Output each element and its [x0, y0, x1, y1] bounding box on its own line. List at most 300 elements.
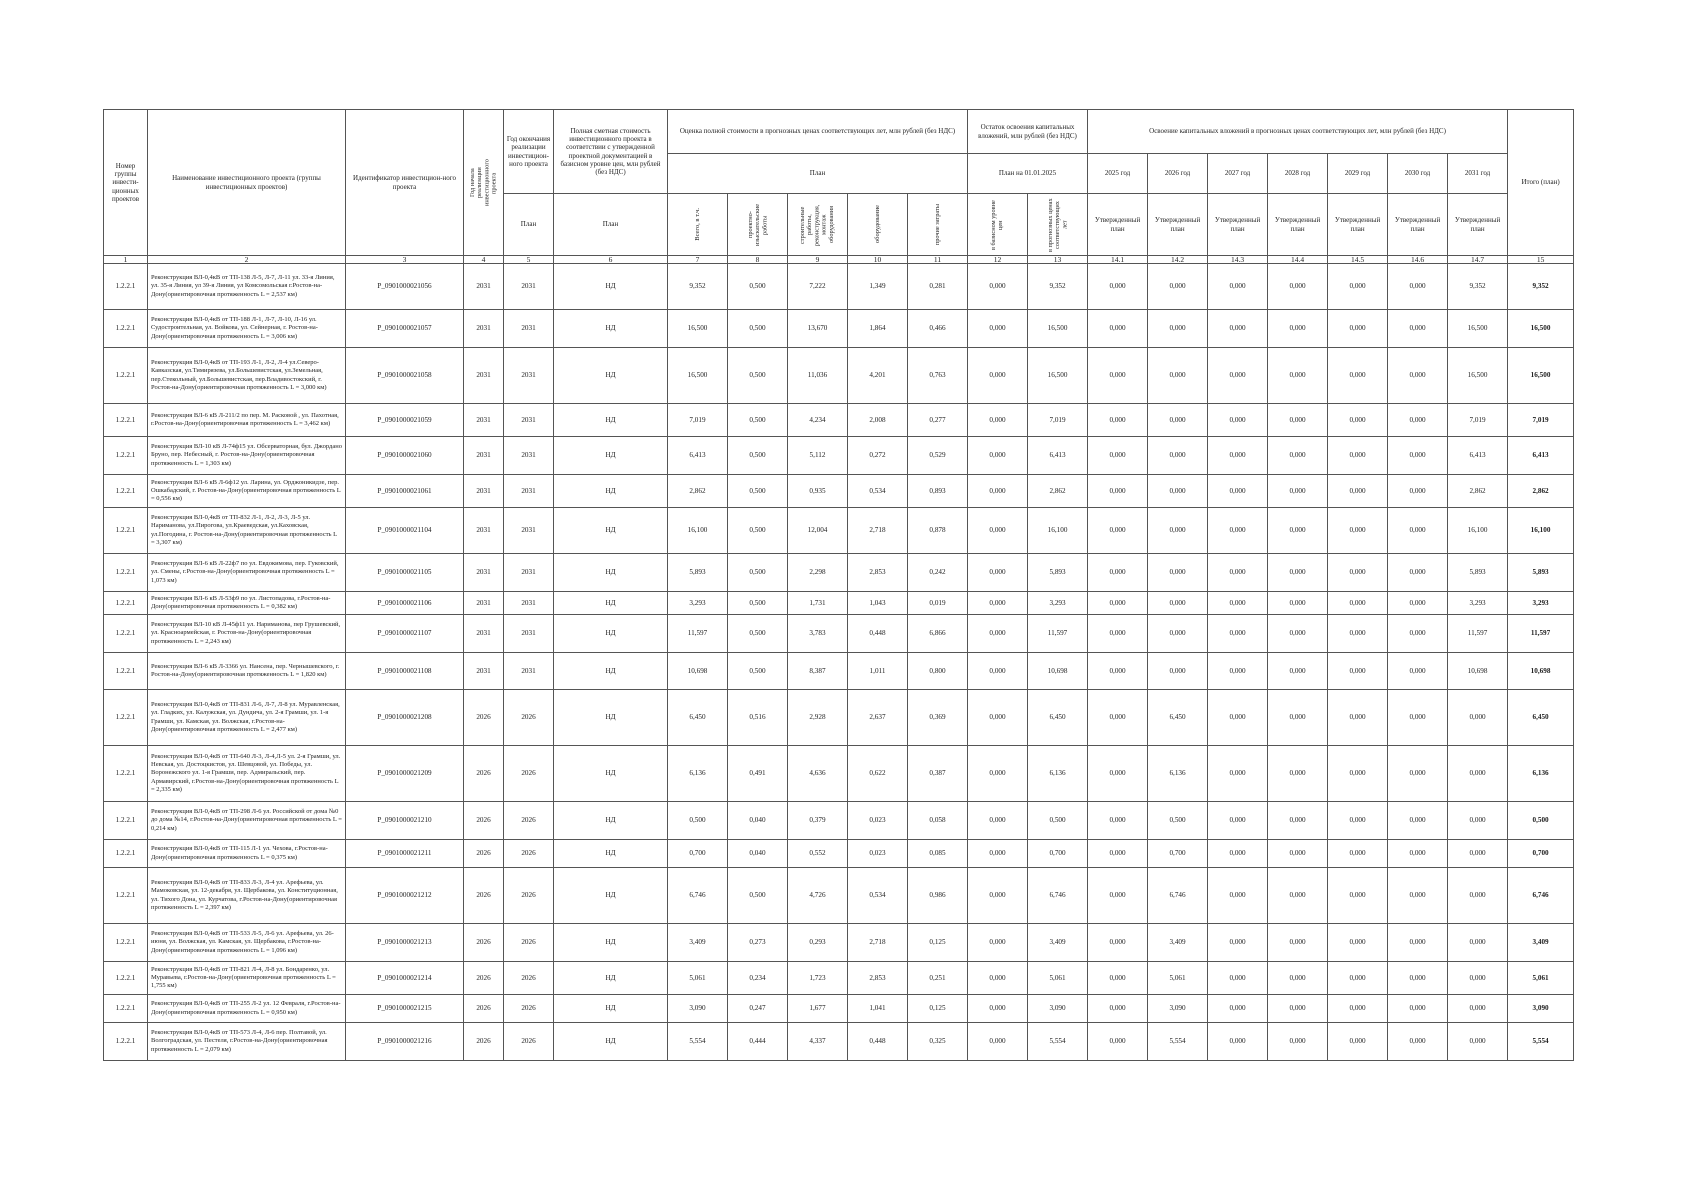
smr-cell: 2,928: [788, 690, 848, 746]
project-id-cell: P_0901000021212: [346, 868, 464, 924]
group-no-cell: 1.2.2.1: [104, 924, 148, 962]
full-cost-cell: НД: [554, 924, 668, 962]
column-number: 14.1: [1088, 256, 1148, 264]
smr-cell: 11,036: [788, 348, 848, 404]
pir-cell: 0,500: [728, 508, 788, 554]
equipment-cell: 1,864: [848, 310, 908, 348]
smr-cell: 0,293: [788, 924, 848, 962]
forecast-total-cell: 10,698: [668, 653, 728, 690]
pir-cell: 0,500: [728, 264, 788, 310]
header-sub-equipment: [848, 194, 908, 256]
forecast-total-cell: 6,746: [668, 868, 728, 924]
group-no-cell: 1.2.2.1: [104, 310, 148, 348]
equipment-cell: 1,349: [848, 264, 908, 310]
dev-2028-cell: 0,000: [1268, 475, 1328, 508]
table-row: [104, 962, 1574, 995]
remaining-base-cell: 0,000: [968, 995, 1028, 1023]
dev-2030-cell: 0,000: [1388, 962, 1448, 995]
other-cell: 0,085: [908, 840, 968, 868]
dev-2026-cell: 0,000: [1148, 615, 1208, 653]
dev-2027-cell: 0,000: [1208, 508, 1268, 554]
equipment-cell: 4,201: [848, 348, 908, 404]
forecast-total-cell: 16,100: [668, 508, 728, 554]
full-cost-cell: НД: [554, 404, 668, 437]
dev-2031-cell: 0,000: [1448, 924, 1508, 962]
dev-2028-cell: 0,000: [1268, 592, 1328, 615]
total-plan-cell: 5,554: [1508, 1023, 1574, 1061]
smr-cell: 0,379: [788, 802, 848, 840]
dev-2027-cell: 0,000: [1208, 592, 1268, 615]
table-row: [104, 404, 1574, 437]
dev-2025-cell: 0,000: [1088, 554, 1148, 592]
smr-cell: 4,636: [788, 746, 848, 802]
dev-2031-cell: 3,293: [1448, 592, 1508, 615]
group-no-cell: 1.2.2.1: [104, 802, 148, 840]
dev-2025-cell: 0,000: [1088, 475, 1148, 508]
forecast-total-cell: 2,862: [668, 475, 728, 508]
smr-cell: 2,298: [788, 554, 848, 592]
start-year-cell: 2031: [464, 653, 504, 690]
dev-2029-cell: 0,000: [1328, 475, 1388, 508]
project-name-cell: Реконструкция ВЛ-0,4кВ от ТП-255 Л-2 ул. 12 Февраля, г.Ростов-на-Дону(ориентировочная протяженность L = 0,950 км): [148, 995, 346, 1023]
full-cost-cell: НД: [554, 615, 668, 653]
remaining-base-cell: 0,000: [968, 653, 1028, 690]
pir-cell: 0,516: [728, 690, 788, 746]
header-sub-pir: [728, 194, 788, 256]
dev-2030-cell: 0,000: [1388, 475, 1448, 508]
header-year-2030: 2030 год: [1388, 154, 1448, 194]
header-sub-other: [908, 194, 968, 256]
project-id-cell: P_0901000021057: [346, 310, 464, 348]
total-plan-cell: 3,409: [1508, 924, 1574, 962]
end-year-cell: 2031: [504, 264, 554, 310]
other-cell: 0,986: [908, 868, 968, 924]
pir-cell: 0,500: [728, 868, 788, 924]
header-end-year: Год окончания реализации инвестицион-ного проекта: [504, 110, 554, 194]
column-number: 14.3: [1208, 256, 1268, 264]
full-cost-cell: НД: [554, 475, 668, 508]
end-year-cell: 2031: [504, 615, 554, 653]
remaining-base-cell: 0,000: [968, 615, 1028, 653]
other-cell: 0,125: [908, 924, 968, 962]
remaining-forecast-cell: 16,500: [1028, 310, 1088, 348]
dev-2028-cell: 0,000: [1268, 924, 1328, 962]
dev-2028-cell: 0,000: [1268, 404, 1328, 437]
forecast-total-cell: 0,500: [668, 802, 728, 840]
project-name-cell: Реконструкция ВЛ-0,4кВ от ТП-193 Л-1, Л-2, Л-4 ул.Северо-Кавказская, ул.Тимирязева, ул.Большевистская, ул.Земельная, пер.Стекольный, ул.Большевистская, пер.Владивостокский, г. Ростов-на-Дону(ориентировочная протяженность L = 3,000 км): [148, 348, 346, 404]
forecast-total-cell: 3,409: [668, 924, 728, 962]
header-remaining: Остаток освоения капитальных вложений, млн рублей (без НДС): [968, 110, 1088, 154]
dev-2025-cell: 0,000: [1088, 264, 1148, 310]
other-cell: 0,800: [908, 653, 968, 690]
start-year-cell: 2031: [464, 475, 504, 508]
full-cost-cell: НД: [554, 746, 668, 802]
dev-2030-cell: 0,000: [1388, 508, 1448, 554]
pir-cell: 0,500: [728, 592, 788, 615]
project-name-cell: Реконструкция ВЛ-0,4кВ от ТП-298 Л-6 ул. Российской от дома №0 до дома №14, г.Ростов-на-Дону(ориентировочная протяженность L = 0,214 км): [148, 802, 346, 840]
end-year-cell: 2026: [504, 1023, 554, 1061]
header-approved-2025: Утвержденный план: [1088, 194, 1148, 256]
equipment-cell: 0,448: [848, 1023, 908, 1061]
pir-cell: 0,500: [728, 310, 788, 348]
dev-2026-cell: 0,700: [1148, 840, 1208, 868]
pir-cell: 0,500: [728, 653, 788, 690]
other-cell: 0,369: [908, 690, 968, 746]
other-cell: 0,529: [908, 437, 968, 475]
header-approved-2029: Утвержденный план: [1328, 194, 1388, 256]
remaining-base-cell: 0,000: [968, 404, 1028, 437]
smr-cell: 1,731: [788, 592, 848, 615]
dev-2028-cell: 0,000: [1268, 690, 1328, 746]
start-year-cell: 2031: [464, 348, 504, 404]
dev-2030-cell: 0,000: [1388, 868, 1448, 924]
total-plan-cell: 6,136: [1508, 746, 1574, 802]
dev-2025-cell: 0,000: [1088, 924, 1148, 962]
full-cost-cell: НД: [554, 592, 668, 615]
remaining-forecast-cell: 2,862: [1028, 475, 1088, 508]
dev-2027-cell: 0,000: [1208, 404, 1268, 437]
group-no-cell: 1.2.2.1: [104, 1023, 148, 1061]
column-number: 10: [848, 256, 908, 264]
total-plan-cell: 0,700: [1508, 840, 1574, 868]
dev-2031-cell: 0,000: [1448, 690, 1508, 746]
remaining-base-cell: 0,000: [968, 508, 1028, 554]
total-plan-cell: 5,061: [1508, 962, 1574, 995]
project-name-cell: Реконструкция ВЛ-6 кВ Л-22ф7 по ул. Евдокимова, пер. Гуковский, ул. Смены, г.Ростов-на-Дону(ориентировочная протяженность L = 1,073 км): [148, 554, 346, 592]
dev-2026-cell: 0,000: [1148, 264, 1208, 310]
header-sub-base-text: в базисном уровне цен: [990, 199, 1005, 250]
project-name-cell: Реконструкция ВЛ-6 кВ Л-6ф12 ул. Ларина, ул. Орджоникидзе, пер. Ошкабадский, г. Ростов-на-Дону(ориентировочная протяженность L = 0,556 км): [148, 475, 346, 508]
header-year-2026: 2026 год: [1148, 154, 1208, 194]
total-plan-cell: 6,413: [1508, 437, 1574, 475]
pir-cell: 0,500: [728, 475, 788, 508]
end-year-cell: 2031: [504, 475, 554, 508]
dev-2026-cell: 0,000: [1148, 437, 1208, 475]
project-name-cell: Реконструкция ВЛ-0,4кВ от ТП-188 Л-1, Л-7, Л-10, Л-16 ул. Судостроительная, ул. Войкова, ул. Сейнерная, г. Ростов-на-Дону(ориентировочная протяженность L = 3,006 км): [148, 310, 346, 348]
full-cost-cell: НД: [554, 962, 668, 995]
table-row: [104, 746, 1574, 802]
full-cost-cell: НД: [554, 310, 668, 348]
equipment-cell: 2,853: [848, 962, 908, 995]
table-row: [104, 437, 1574, 475]
end-year-cell: 2026: [504, 690, 554, 746]
dev-2025-cell: 0,000: [1088, 653, 1148, 690]
dev-2030-cell: 0,000: [1388, 554, 1448, 592]
project-id-cell: P_0901000021210: [346, 802, 464, 840]
dev-2028-cell: 0,000: [1268, 868, 1328, 924]
pir-cell: 0,273: [728, 924, 788, 962]
dev-2025-cell: 0,000: [1088, 995, 1148, 1023]
project-id-cell: P_0901000021216: [346, 1023, 464, 1061]
forecast-total-cell: 5,061: [668, 962, 728, 995]
header-approved-2031: Утвержденный план: [1448, 194, 1508, 256]
remaining-base-cell: 0,000: [968, 1023, 1028, 1061]
header-approved-2026: Утвержденный план: [1148, 194, 1208, 256]
full-cost-cell: НД: [554, 690, 668, 746]
smr-cell: 12,004: [788, 508, 848, 554]
other-cell: 0,387: [908, 746, 968, 802]
remaining-base-cell: 0,000: [968, 746, 1028, 802]
start-year-cell: 2026: [464, 802, 504, 840]
start-year-cell: 2026: [464, 1023, 504, 1061]
project-name-cell: Реконструкция ВЛ-0,4кВ от ТП-640 Л-3, Л-4,Л-5 ул. 2-я Грамши, ул. Невская, ул. Достоцкистов, ул. Шевцовой, ул. Победы, ул. Воронежского ул. 1-я Грамши, пер. Адмиральский, пер. Армавирский, г.Ростов-на-Дону(ориентировочная протяженность L = 2,335 км): [148, 746, 346, 802]
dev-2026-cell: 3,409: [1148, 924, 1208, 962]
project-name-cell: Реконструкция ВЛ-0,4кВ от ТП-831 Л-6, Л-7, Л-8 ул. Муравленская, ул. Гладких, ул. Калужская, ул. Дундича, ул. 2-я Грамши, ул. 1-я Грамши, ул. Камская, ул. Волжская, г.Ростов-на-Дону(ориентировочная протяженность L = 2,477 км): [148, 690, 346, 746]
start-year-cell: 2026: [464, 924, 504, 962]
group-no-cell: 1.2.2.1: [104, 475, 148, 508]
total-plan-cell: 2,862: [1508, 475, 1574, 508]
remaining-base-cell: 0,000: [968, 554, 1028, 592]
forecast-total-cell: 6,450: [668, 690, 728, 746]
dev-2027-cell: 0,000: [1208, 554, 1268, 592]
total-plan-cell: 10,698: [1508, 653, 1574, 690]
dev-2026-cell: 0,000: [1148, 310, 1208, 348]
dev-2028-cell: 0,000: [1268, 995, 1328, 1023]
dev-2025-cell: 0,000: [1088, 348, 1148, 404]
dev-2027-cell: 0,000: [1208, 615, 1268, 653]
project-id-cell: P_0901000021107: [346, 615, 464, 653]
dev-2027-cell: 0,000: [1208, 310, 1268, 348]
project-id-cell: P_0901000021060: [346, 437, 464, 475]
group-no-cell: 1.2.2.1: [104, 554, 148, 592]
project-id-cell: P_0901000021056: [346, 264, 464, 310]
dev-2029-cell: 0,000: [1328, 554, 1388, 592]
column-number: 15: [1508, 256, 1574, 264]
dev-2030-cell: 0,000: [1388, 924, 1448, 962]
other-cell: 0,058: [908, 802, 968, 840]
remaining-base-cell: 0,000: [968, 264, 1028, 310]
dev-2027-cell: 0,000: [1208, 348, 1268, 404]
dev-2030-cell: 0,000: [1388, 592, 1448, 615]
dev-2025-cell: 0,000: [1088, 437, 1148, 475]
dev-2029-cell: 0,000: [1328, 615, 1388, 653]
remaining-forecast-cell: 5,554: [1028, 1023, 1088, 1061]
start-year-cell: 2026: [464, 746, 504, 802]
dev-2030-cell: 0,000: [1388, 690, 1448, 746]
project-id-cell: P_0901000021104: [346, 508, 464, 554]
forecast-total-cell: 16,500: [668, 310, 728, 348]
forecast-total-cell: 3,090: [668, 995, 728, 1023]
other-cell: 0,893: [908, 475, 968, 508]
forecast-total-cell: 6,136: [668, 746, 728, 802]
smr-cell: 1,723: [788, 962, 848, 995]
dev-2029-cell: 0,000: [1328, 437, 1388, 475]
project-id-cell: P_0901000021213: [346, 924, 464, 962]
total-plan-cell: 9,352: [1508, 264, 1574, 310]
pir-cell: 0,040: [728, 802, 788, 840]
dev-2028-cell: 0,000: [1268, 746, 1328, 802]
project-name-cell: Реконструкция ВЛ-0,4кВ от ТП-573 Л-4, Л-6 пер. Полтавой, ул. Волгоградская, ул. Пестеля, г.Ростов-на-Дону(ориентировочная протяженность L = 2,079 км): [148, 1023, 346, 1061]
project-name-cell: Реконструкция ВЛ-0,4кВ от ТП-821 Л-4, Л-8 ул. Бондаренко, ул. Муравьева, г.Ростов-на-Дону(ориентировочная протяженность L = 1,755 км): [148, 962, 346, 995]
table-row: [104, 615, 1574, 653]
column-number: 7: [668, 256, 728, 264]
project-name-cell: Реконструкция ВЛ-10 кВ Л-74ф15 ул. Обсерваторная, бул. Джордано Бруно, пер. Небесный, г. Ростов-на-Дону(ориентировочная протяженность L = 1,303 км): [148, 437, 346, 475]
investment-projects-table: [103, 109, 1574, 1061]
total-plan-cell: 7,019: [1508, 404, 1574, 437]
dev-2025-cell: 0,000: [1088, 592, 1148, 615]
dev-2030-cell: 0,000: [1388, 404, 1448, 437]
remaining-base-cell: 0,000: [968, 962, 1028, 995]
table-row: [104, 1023, 1574, 1061]
dev-2031-cell: 0,000: [1448, 868, 1508, 924]
dev-2030-cell: 0,000: [1388, 348, 1448, 404]
remaining-forecast-cell: 0,500: [1028, 802, 1088, 840]
dev-2029-cell: 0,000: [1328, 868, 1388, 924]
end-year-cell: 2031: [504, 437, 554, 475]
dev-2031-cell: 0,000: [1448, 746, 1508, 802]
end-year-cell: 2026: [504, 746, 554, 802]
dev-2031-cell: 9,352: [1448, 264, 1508, 310]
full-cost-cell: НД: [554, 554, 668, 592]
equipment-cell: 2,637: [848, 690, 908, 746]
dev-2029-cell: 0,000: [1328, 995, 1388, 1023]
equipment-cell: 0,272: [848, 437, 908, 475]
dev-2029-cell: 0,000: [1328, 404, 1388, 437]
dev-2028-cell: 0,000: [1268, 653, 1328, 690]
forecast-total-cell: 5,893: [668, 554, 728, 592]
header-group-no: Номер группы инвести-ционных проектов: [104, 110, 148, 256]
dev-2027-cell: 0,000: [1208, 653, 1268, 690]
end-year-cell: 2026: [504, 995, 554, 1023]
dev-2027-cell: 0,000: [1208, 690, 1268, 746]
group-no-cell: 1.2.2.1: [104, 746, 148, 802]
start-year-cell: 2026: [464, 690, 504, 746]
equipment-cell: 1,011: [848, 653, 908, 690]
start-year-cell: 2031: [464, 508, 504, 554]
dev-2031-cell: 16,500: [1448, 348, 1508, 404]
forecast-total-cell: 5,554: [668, 1023, 728, 1061]
dev-2029-cell: 0,000: [1328, 653, 1388, 690]
smr-cell: 4,726: [788, 868, 848, 924]
dev-2029-cell: 0,000: [1328, 802, 1388, 840]
dev-2025-cell: 0,000: [1088, 615, 1148, 653]
smr-cell: 8,387: [788, 653, 848, 690]
table-row: [104, 802, 1574, 840]
total-plan-cell: 16,500: [1508, 348, 1574, 404]
end-year-cell: 2026: [504, 962, 554, 995]
other-cell: 6,866: [908, 615, 968, 653]
remaining-forecast-cell: 9,352: [1028, 264, 1088, 310]
pir-cell: 0,444: [728, 1023, 788, 1061]
start-year-cell: 2026: [464, 962, 504, 995]
remaining-forecast-cell: 5,061: [1028, 962, 1088, 995]
other-cell: 0,763: [908, 348, 968, 404]
dev-2025-cell: 0,000: [1088, 840, 1148, 868]
dev-2031-cell: 7,019: [1448, 404, 1508, 437]
project-id-cell: P_0901000021105: [346, 554, 464, 592]
remaining-base-cell: 0,000: [968, 348, 1028, 404]
dev-2030-cell: 0,000: [1388, 615, 1448, 653]
start-year-cell: 2031: [464, 264, 504, 310]
end-year-cell: 2031: [504, 653, 554, 690]
total-plan-cell: 16,100: [1508, 508, 1574, 554]
start-year-cell: 2031: [464, 437, 504, 475]
project-id-cell: P_0901000021208: [346, 690, 464, 746]
header-sub-forecast-prices-text: в прогнозных ценах соответствующих лет: [1046, 197, 1069, 252]
project-id-cell: P_0901000021061: [346, 475, 464, 508]
group-no-cell: 1.2.2.1: [104, 264, 148, 310]
other-cell: 0,019: [908, 592, 968, 615]
full-cost-cell: НД: [554, 995, 668, 1023]
column-number: 3: [346, 256, 464, 264]
column-number: 14.5: [1328, 256, 1388, 264]
pir-cell: 0,500: [728, 437, 788, 475]
dev-2031-cell: 16,100: [1448, 508, 1508, 554]
start-year-cell: 2026: [464, 840, 504, 868]
dev-2030-cell: 0,000: [1388, 653, 1448, 690]
equipment-cell: 0,534: [848, 475, 908, 508]
total-plan-cell: 0,500: [1508, 802, 1574, 840]
end-year-cell: 2026: [504, 840, 554, 868]
dev-2025-cell: 0,000: [1088, 690, 1148, 746]
header-project-name: Наименование инвестиционного проекта (группы инвестиционных проектов): [148, 110, 346, 256]
forecast-total-cell: 11,597: [668, 615, 728, 653]
equipment-cell: 0,023: [848, 802, 908, 840]
full-cost-cell: НД: [554, 1023, 668, 1061]
dev-2031-cell: 6,413: [1448, 437, 1508, 475]
dev-2030-cell: 0,000: [1388, 840, 1448, 868]
header-approved-2028: Утвержденный план: [1268, 194, 1328, 256]
dev-2026-cell: 6,746: [1148, 868, 1208, 924]
start-year-cell: 2031: [464, 615, 504, 653]
full-cost-cell: НД: [554, 348, 668, 404]
forecast-total-cell: 6,413: [668, 437, 728, 475]
start-year-cell: 2031: [464, 554, 504, 592]
group-no-cell: 1.2.2.1: [104, 615, 148, 653]
start-year-cell: 2026: [464, 995, 504, 1023]
other-cell: 0,242: [908, 554, 968, 592]
column-number: 4: [464, 256, 504, 264]
end-year-cell: 2031: [504, 554, 554, 592]
project-name-cell: Реконструкция ВЛ-6 кВ Л-211/2 по пер. М. Расковой , ул. Пахотная, г.Ростов-на-Дону(ориентировочная протяженность L = 3,462 км): [148, 404, 346, 437]
dev-2025-cell: 0,000: [1088, 404, 1148, 437]
group-no-cell: 1.2.2.1: [104, 437, 148, 475]
dev-2026-cell: 0,000: [1148, 475, 1208, 508]
pir-cell: 0,500: [728, 348, 788, 404]
total-plan-cell: 3,090: [1508, 995, 1574, 1023]
header-sub-pir-text: проектно-изыскательские работы: [746, 203, 769, 246]
header-year-2029: 2029 год: [1328, 154, 1388, 194]
dev-2027-cell: 0,000: [1208, 1023, 1268, 1061]
total-plan-cell: 5,893: [1508, 554, 1574, 592]
dev-2031-cell: 16,500: [1448, 310, 1508, 348]
other-cell: 0,878: [908, 508, 968, 554]
remaining-base-cell: 0,000: [968, 868, 1028, 924]
header-forecast-cost: Оценка полной стоимости в прогнозных ценах соответствующих лет, млн рублей (без НДС): [668, 110, 968, 154]
remaining-base-cell: 0,000: [968, 437, 1028, 475]
dev-2029-cell: 0,000: [1328, 840, 1388, 868]
group-no-cell: 1.2.2.1: [104, 508, 148, 554]
dev-2028-cell: 0,000: [1268, 615, 1328, 653]
table-row: [104, 348, 1574, 404]
dev-2029-cell: 0,000: [1328, 592, 1388, 615]
dev-2026-cell: 0,000: [1148, 404, 1208, 437]
header-year-2028: 2028 год: [1268, 154, 1328, 194]
forecast-total-cell: 9,352: [668, 264, 728, 310]
remaining-forecast-cell: 6,450: [1028, 690, 1088, 746]
full-cost-cell: НД: [554, 437, 668, 475]
dev-2027-cell: 0,000: [1208, 437, 1268, 475]
column-number: 14.4: [1268, 256, 1328, 264]
dev-2027-cell: 0,000: [1208, 962, 1268, 995]
smr-cell: 5,112: [788, 437, 848, 475]
dev-2030-cell: 0,000: [1388, 995, 1448, 1023]
remaining-forecast-cell: 7,019: [1028, 404, 1088, 437]
dev-2029-cell: 0,000: [1328, 746, 1388, 802]
dev-2027-cell: 0,000: [1208, 264, 1268, 310]
project-name-cell: Реконструкция ВЛ-6 кВ Л-3366 ул. Нансена, пер. Чернышевского, г. Ростов-на-Дону(ориентировочная протяженность L = 1,820 км): [148, 653, 346, 690]
equipment-cell: 2,718: [848, 508, 908, 554]
